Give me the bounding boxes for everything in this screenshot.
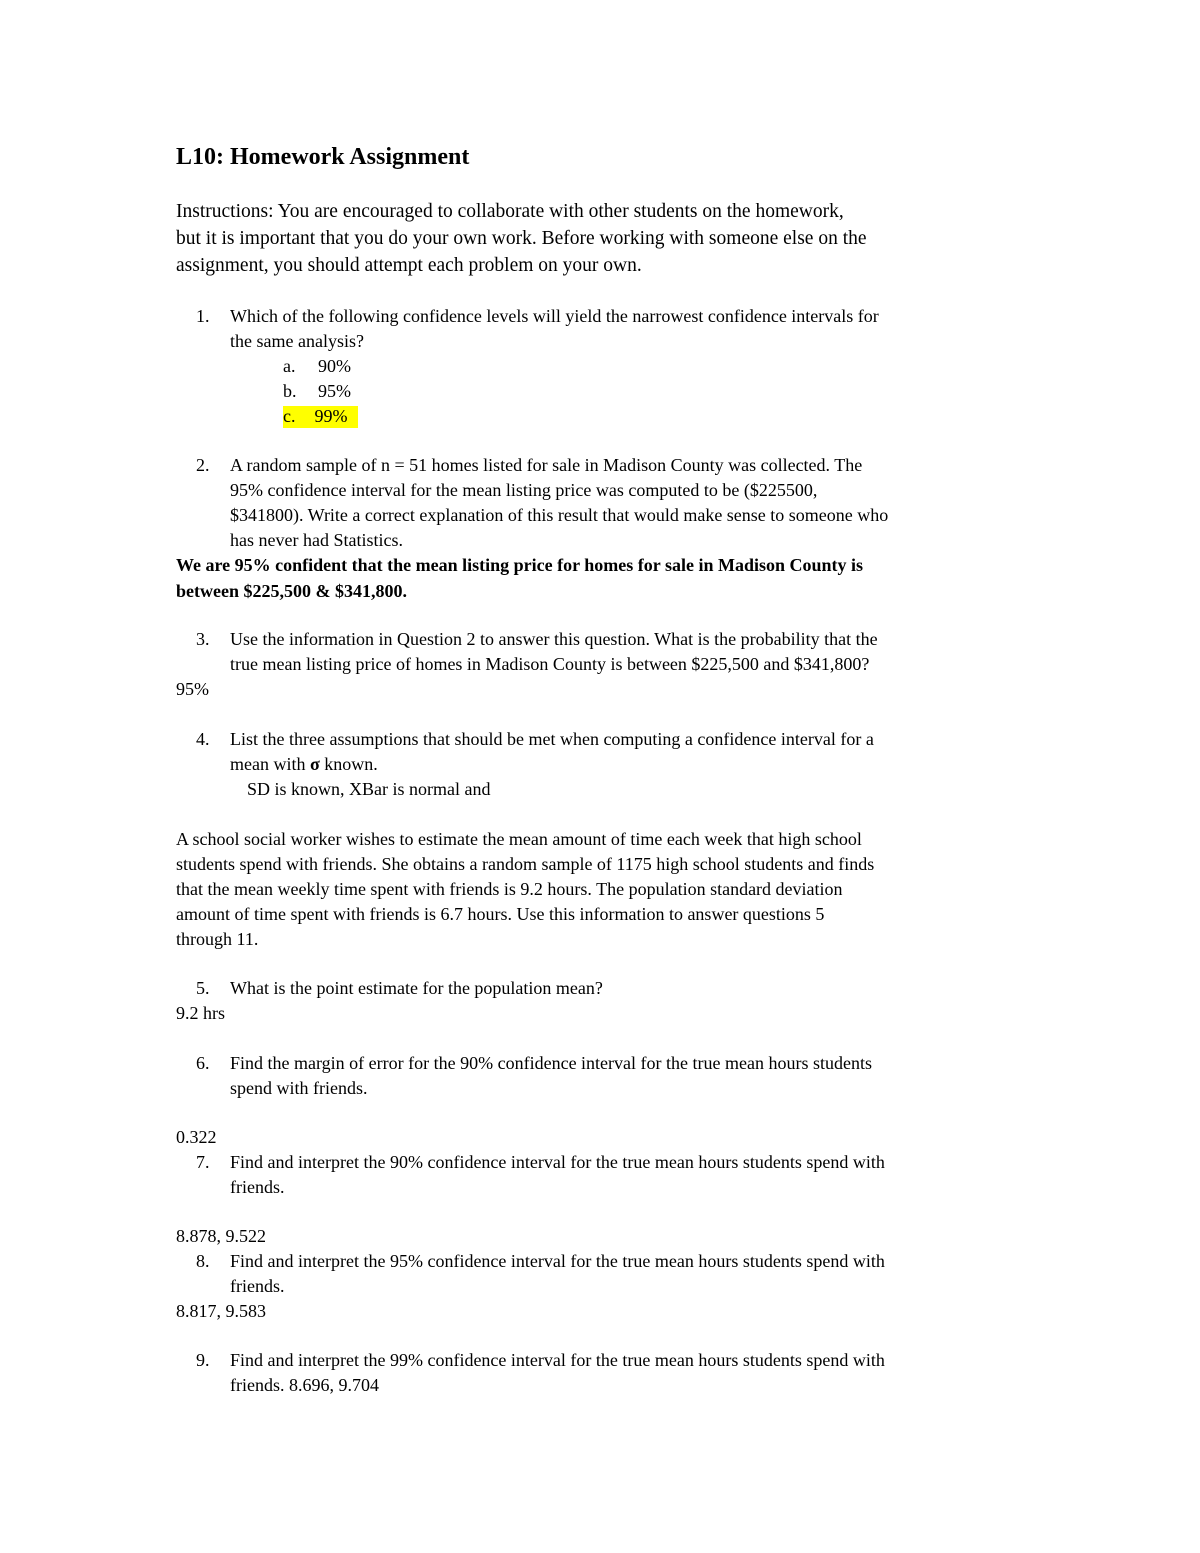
question-text-part: mean with (230, 754, 310, 774)
question-text-part: known. (319, 754, 378, 774)
question-text: Use the information in Question 2 to answer this question. What is the probability that the (230, 629, 878, 649)
question-number: 9. (196, 1350, 210, 1370)
question-number: 3. (196, 629, 210, 649)
scenario-line: A school social worker wishes to estimate the mean amount of time each week that high school (176, 829, 862, 849)
option-text: 95% (318, 381, 351, 401)
option-letter: c. (283, 406, 296, 426)
scenario-line: that the mean weekly time spent with friends is 9.2 hours. The population standard deviation (176, 879, 843, 899)
question-text: friends. (230, 1177, 285, 1197)
question-text: friends. (230, 1276, 285, 1296)
instructions-line: Instructions: You are encouraged to collaborate with other students on the homework, (176, 201, 844, 222)
question-text: Find the margin of error for the 90% confidence interval for the true mean hours students (230, 1053, 872, 1073)
question-text: A random sample of n = 51 homes listed for sale in Madison County was collected. The (230, 455, 863, 475)
question-text: Find and interpret the 90% confidence interval for the true mean hours students spend with (230, 1152, 885, 1172)
answer-text: 9.2 hrs (176, 1003, 225, 1023)
page-title: L10: Homework Assignment (176, 144, 470, 170)
question-text: Which of the following confidence levels will yield the narrowest confidence intervals for (230, 306, 879, 326)
question-text: What is the point estimate for the population mean? (230, 978, 603, 998)
question-text: $341800). Write a correct explanation of this result that would make sense to someone who (230, 505, 889, 525)
question-text: Find and interpret the 99% confidence interval for the true mean hours students spend with (230, 1350, 885, 1370)
highlighted-option (283, 406, 358, 428)
answer-text: We are 95% confident that the mean listing price for homes for sale in Madison County is (176, 555, 863, 575)
question-text: spend with friends. (230, 1078, 368, 1098)
answer-text: SD is known, XBar is normal and (247, 779, 491, 799)
question-text: has never had Statistics. (230, 530, 403, 550)
question-number: 5. (196, 978, 210, 998)
answer-text: 8.878, 9.522 (176, 1226, 266, 1246)
scenario-line: through 11. (176, 929, 259, 949)
scenario-line: amount of time spent with friends is 6.7 hours. Use this information to answer questions 5 (176, 904, 825, 924)
question-text: friends. 8.696, 9.704 (230, 1375, 379, 1395)
answer-text: 0.322 (176, 1127, 217, 1147)
question-text: List the three assumptions that should be met when computing a confidence interval for a (230, 729, 874, 749)
question-number: 7. (196, 1152, 210, 1172)
question-text: Find and interpret the 95% confidence interval for the true mean hours students spend with (230, 1251, 885, 1271)
option-letter: a. (283, 356, 296, 376)
question-number: 6. (196, 1053, 210, 1073)
question-text: 95% confidence interval for the mean listing price was computed to be ($225500, (230, 480, 818, 500)
answer-text: 95% (176, 679, 209, 699)
question-number: 2. (196, 455, 210, 475)
question-text (230, 754, 378, 775)
option-text: 90% (318, 356, 351, 376)
question-number: 8. (196, 1251, 210, 1271)
answer-text: between $225,500 & $341,800. (176, 581, 407, 601)
scenario-line: students spend with friends. She obtains a random sample of 1175 high school students and finds (176, 854, 875, 874)
sigma-symbol: σ (309, 754, 320, 774)
answer-text: 8.817, 9.583 (176, 1301, 266, 1321)
option-letter: b. (283, 381, 297, 401)
question-number: 1. (196, 306, 210, 326)
question-text: the same analysis? (230, 331, 364, 351)
question-number: 4. (196, 729, 210, 749)
option-text: 99% (314, 406, 348, 426)
question-text: true mean listing price of homes in Madison County is between $225,500 and $341,800? (230, 654, 870, 674)
instructions-line: but it is important that you do your own work. Before working with someone else on the (176, 228, 867, 249)
instructions-line: assignment, you should attempt each problem on your own. (176, 255, 642, 276)
